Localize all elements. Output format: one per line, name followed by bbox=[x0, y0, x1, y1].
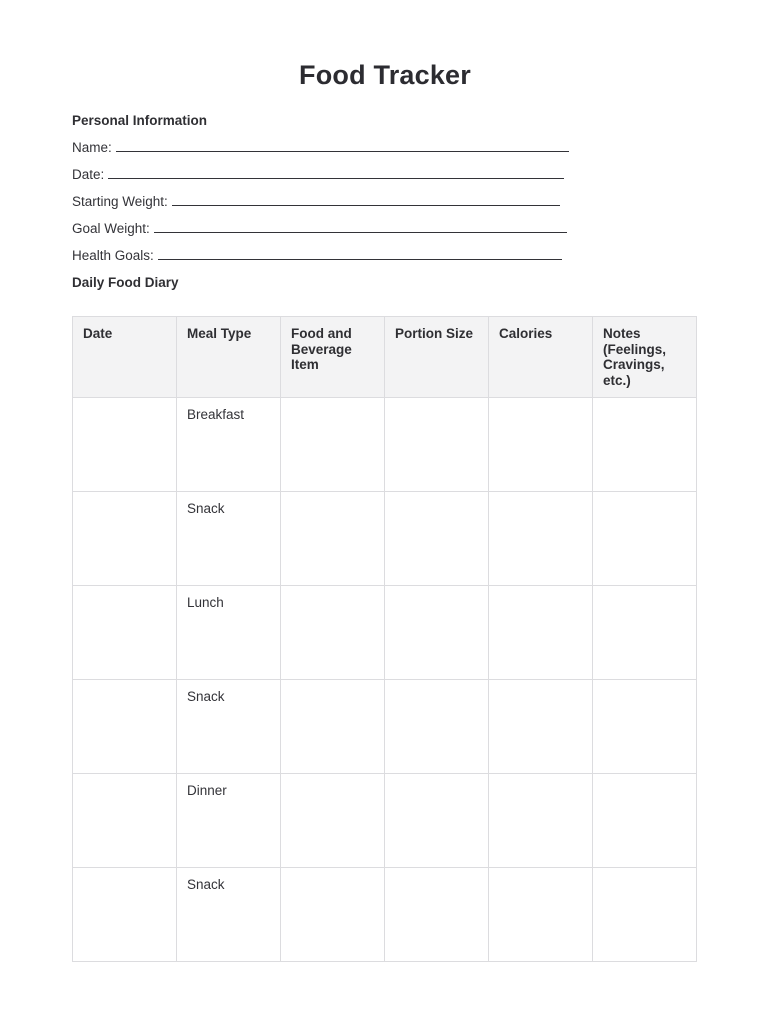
date-cell[interactable] bbox=[73, 774, 177, 868]
portion-size-cell[interactable] bbox=[385, 586, 489, 680]
column-header-date: Date bbox=[73, 317, 177, 398]
meal-type-cell: Breakfast bbox=[177, 398, 281, 492]
name-label: Name: bbox=[72, 140, 112, 155]
personal-info-heading: Personal Information bbox=[72, 113, 208, 128]
food-diary-table bbox=[72, 316, 697, 962]
goal-weight-field[interactable] bbox=[72, 221, 567, 236]
notes-cell[interactable] bbox=[593, 680, 697, 774]
starting-weight-input-line[interactable] bbox=[172, 194, 560, 206]
food-item-cell[interactable] bbox=[281, 492, 385, 586]
name-input-line[interactable] bbox=[116, 140, 569, 152]
food-item-cell[interactable] bbox=[281, 586, 385, 680]
column-header-food-item: Food and Beverage Item bbox=[281, 317, 385, 398]
health-goals-label: Health Goals: bbox=[72, 248, 154, 263]
food-item-cell[interactable] bbox=[281, 398, 385, 492]
food-item-cell[interactable] bbox=[281, 680, 385, 774]
calories-cell[interactable] bbox=[489, 398, 593, 492]
daily-diary-heading: Daily Food Diary bbox=[72, 275, 179, 290]
page-title: Food Tracker bbox=[299, 60, 471, 90]
meal-type-cell: Snack bbox=[177, 680, 281, 774]
date-cell[interactable] bbox=[73, 398, 177, 492]
health-goals-input-line[interactable] bbox=[158, 248, 562, 260]
meal-type-cell: Snack bbox=[177, 492, 281, 586]
table-row bbox=[73, 680, 697, 774]
notes-cell[interactable] bbox=[593, 868, 697, 962]
goal-weight-label: Goal Weight: bbox=[72, 221, 150, 236]
portion-size-cell[interactable] bbox=[385, 868, 489, 962]
starting-weight-field[interactable] bbox=[72, 194, 560, 209]
column-header-calories: Calories bbox=[489, 317, 593, 398]
date-cell[interactable] bbox=[73, 868, 177, 962]
column-header-portion-size: Portion Size bbox=[385, 317, 489, 398]
portion-size-cell[interactable] bbox=[385, 398, 489, 492]
date-cell[interactable] bbox=[73, 586, 177, 680]
calories-cell[interactable] bbox=[489, 586, 593, 680]
date-cell[interactable] bbox=[73, 680, 177, 774]
date-label: Date: bbox=[72, 167, 105, 182]
name-field[interactable] bbox=[72, 140, 569, 155]
starting-weight-label: Starting Weight: bbox=[72, 194, 168, 209]
date-cell[interactable] bbox=[73, 492, 177, 586]
food-item-cell[interactable] bbox=[281, 774, 385, 868]
calories-cell[interactable] bbox=[489, 774, 593, 868]
calories-cell[interactable] bbox=[489, 680, 593, 774]
notes-cell[interactable] bbox=[593, 492, 697, 586]
meal-type-cell: Dinner bbox=[177, 774, 281, 868]
food-item-cell[interactable] bbox=[281, 868, 385, 962]
table-row bbox=[73, 774, 697, 868]
table-header-row bbox=[73, 317, 697, 398]
table-row bbox=[73, 398, 697, 492]
date-input-line[interactable] bbox=[108, 167, 564, 179]
table-row bbox=[73, 492, 697, 586]
portion-size-cell[interactable] bbox=[385, 774, 489, 868]
column-header-notes: Notes (Feelings, Cravings, etc.) bbox=[593, 317, 697, 398]
portion-size-cell[interactable] bbox=[385, 680, 489, 774]
table-row bbox=[73, 868, 697, 962]
date-field[interactable] bbox=[72, 167, 564, 182]
notes-cell[interactable] bbox=[593, 774, 697, 868]
table-row bbox=[73, 586, 697, 680]
portion-size-cell[interactable] bbox=[385, 492, 489, 586]
notes-cell[interactable] bbox=[593, 586, 697, 680]
meal-type-cell: Lunch bbox=[177, 586, 281, 680]
column-header-meal-type: Meal Type bbox=[177, 317, 281, 398]
calories-cell[interactable] bbox=[489, 492, 593, 586]
calories-cell[interactable] bbox=[489, 868, 593, 962]
health-goals-field[interactable] bbox=[72, 248, 562, 263]
notes-cell[interactable] bbox=[593, 398, 697, 492]
goal-weight-input-line[interactable] bbox=[154, 221, 567, 233]
meal-type-cell: Snack bbox=[177, 868, 281, 962]
